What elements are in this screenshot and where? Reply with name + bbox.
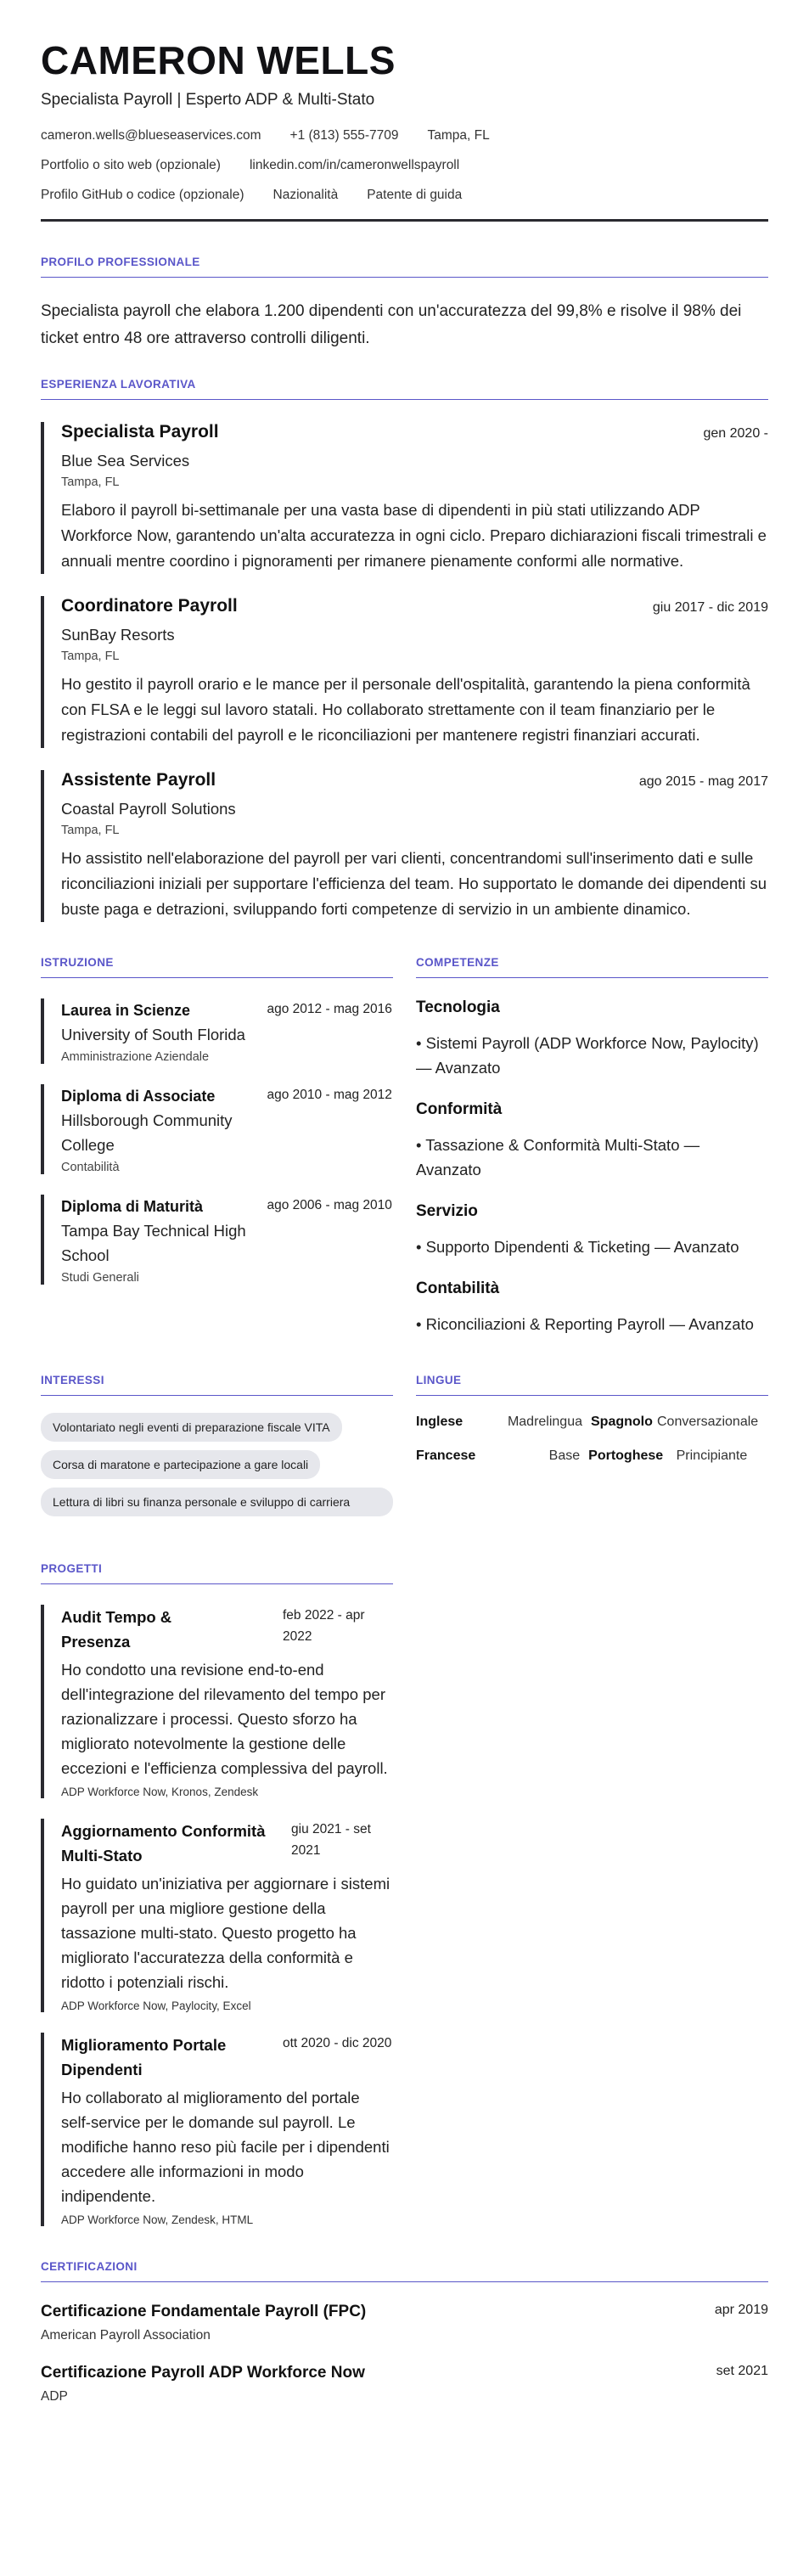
job-date: giu 2017 - dic 2019 (652, 599, 768, 615)
languages-table (416, 1415, 768, 1464)
project-description: Ho condotto una revisione end-to-end dell'integrazione del rilevamento del tempo per razionalizzare i processi. Questo sforzo ha migliorato notevolmente la gestione delle eccezioni e l'efficienza complessiva del payroll. (61, 1660, 388, 1777)
skill-category: Conformità (416, 1100, 503, 1118)
degree-title: Diploma di Maturità (61, 1197, 204, 1215)
job-description: Ho assistito nell'elaborazione del payroll per vari clienti, concentrandomi sull'inserimento dati e sulle riconciliazioni iniziali per supportare l'efficienza del team. Ho supportato le domande dei dipendenti su buste paga e detrazioni, sviluppando forti competenze di servizio in un ambiente dinamico. (61, 848, 767, 918)
degree-title: Diploma di Associate (61, 1087, 216, 1105)
skill-group (416, 1100, 768, 1182)
project-date: ott 2020 - dic 2020 (283, 2035, 392, 2050)
education-heading: ISTRUZIONE (41, 956, 393, 978)
study-field: Contabilità (61, 1160, 120, 1174)
resume-header (41, 39, 768, 222)
certifications-heading: CERTIFICAZIONI (41, 2260, 768, 2282)
project-entry (41, 2033, 393, 2226)
skill-group (416, 998, 768, 1080)
project-title: Miglioramento Portale Dipendenti (61, 2035, 227, 2078)
interests-heading: INTERESSI (41, 1374, 393, 1396)
project-tools: ADP Workforce Now, Kronos, Zendesk (61, 1785, 259, 1798)
skill-item: • Supporto Dipendenti & Ticketing — Avanzato (416, 1237, 739, 1256)
project-entry (41, 1605, 393, 1798)
education-date: ago 2006 - mag 2010 (267, 1197, 392, 1212)
projects-heading: PROGETTI (41, 1562, 393, 1584)
job-location: Tampa, FL (61, 649, 120, 663)
project-description: Ho guidato un'iniziativa per aggiornare i sistemi payroll per una migliore gestione della tassazione multi-stato. Questo progetto ha migliorato l'accuratezza della conformità e ridotto i potenziali rischi. (61, 1874, 390, 1991)
project-date: feb 2022 - apr 2022 (283, 1607, 365, 1644)
summary-heading: PROFILO PROFESSIONALE (41, 256, 768, 278)
contact-website[interactable]: Portfolio o sito web (opzionale) (41, 157, 221, 172)
education-entry (41, 1195, 393, 1285)
education-column (41, 956, 393, 1336)
certification-issuer: ADP (41, 2388, 68, 2404)
skill-group (416, 1202, 768, 1259)
certification-issuer: American Payroll Association (41, 2327, 211, 2343)
skill-item: • Sistemi Payroll (ADP Workforce Now, Paylocity) — Avanzato (416, 1033, 759, 1077)
project-title: Audit Tempo & Presenza (61, 1607, 172, 1651)
school-name: University of South Florida (61, 1025, 245, 1043)
education-date: ago 2012 - mag 2016 (267, 1001, 392, 1016)
job-description: Ho gestito il payroll orario e le mance per il personale dell'ospitalità, garantendo la piena conformità con FLSA e le leggi sul lavoro statali. Ho collaborato strettamente con il team finanziario per le registrazioni contabili del payroll e le riconciliazioni per mantenere registri finanziari accurati. (61, 674, 750, 744)
job-description: Elaboro il payroll bi-settimanale per una vasta base di dipendenti in più stati utilizzando ADP Workforce Now, garantendo un'alta accuratezza in ogni ciclo. Preparo dichiarazioni fiscali trimestrali e annuali mentre coordino i pignoramenti per rimanere pienamente conformi alle normative. (61, 500, 767, 570)
language-name: Spagnolo (591, 1414, 653, 1429)
job-company: SunBay Resorts (61, 625, 175, 644)
language-name: Francese (416, 1448, 476, 1463)
project-title: Aggiornamento Conformità Multi-Stato (61, 1821, 266, 1865)
study-field: Studi Generali (61, 1270, 139, 1285)
skill-group (416, 1280, 768, 1336)
education-skills-row (41, 956, 768, 1336)
contact-license: Patente di guida (367, 187, 463, 202)
project-tools: ADP Workforce Now, Zendesk, HTML (61, 2213, 254, 2226)
language-name: Portoghese (588, 1448, 664, 1463)
interests-languages-row (41, 1374, 768, 1525)
contact-row (41, 188, 768, 203)
certification-title: Certificazione Payroll ADP Workforce Now (41, 2363, 365, 2382)
education-entry (41, 1084, 393, 1174)
language-name: Inglese (416, 1414, 463, 1429)
interest-chip: Lettura di libri su finanza personale e sviluppo di carriera (41, 1488, 393, 1516)
school-name: Hillsborough Community College (61, 1111, 233, 1154)
languages-column (416, 1374, 768, 1525)
language-row (416, 1415, 768, 1430)
job-entry (41, 596, 768, 748)
project-tools: ADP Workforce Now, Paylocity, Excel (61, 1999, 251, 2012)
study-field: Amministrazione Aziendale (61, 1049, 210, 1064)
language-level: Principiante (676, 1448, 748, 1463)
interest-chip: Volontariato negli eventi di preparazione fiscale VITA (41, 1413, 342, 1442)
school-name: Tampa Bay Technical High School (61, 1221, 246, 1264)
contact-info (41, 128, 768, 203)
project-date: giu 2021 - set 2021 (291, 1821, 371, 1858)
skill-category: Tecnologia (416, 998, 500, 1016)
job-location: Tampa, FL (61, 823, 120, 837)
skill-category: Servizio (416, 1201, 478, 1220)
summary-text: Specialista payroll che elabora 1.200 dipendenti con un'accuratezza del 99,8% e risolve il 98% dei ticket entro 48 ore attraverso controlli diligenti. (41, 301, 742, 347)
contact-email[interactable]: cameron.wells@blueseaservices.com (41, 127, 261, 143)
job-location: Tampa, FL (61, 475, 120, 489)
skill-item: • Tassazione & Conformità Multi-Stato — Avanzato (416, 1135, 700, 1178)
job-company: Coastal Payroll Solutions (61, 799, 236, 818)
job-entry (41, 422, 768, 574)
contact-nationality: Nazionalità (272, 187, 339, 202)
language-row (416, 1448, 768, 1464)
certification-date: set 2021 (716, 2363, 768, 2378)
project-description: Ho collaborato al miglioramento del portale self-service per le domande sul payroll. Le modifiche hanno reso più facile per i dipendenti accedere alle informazioni in modo indipendente. (61, 2088, 390, 2205)
skills-column (416, 956, 768, 1336)
header-divider (41, 219, 768, 222)
degree-title: Laurea in Scienze (61, 1001, 191, 1019)
language-level: Madrelingua (507, 1414, 582, 1429)
contact-row (41, 128, 768, 143)
job-date: ago 2015 - mag 2017 (638, 773, 768, 789)
job-date: gen 2020 - (703, 425, 768, 441)
education-date: ago 2010 - mag 2012 (267, 1087, 392, 1102)
contact-linkedin[interactable]: linkedin.com/in/cameronwellspayroll (249, 157, 460, 172)
language-level: Base (548, 1448, 581, 1463)
interests-column (41, 1374, 393, 1525)
certification-entry (41, 2364, 768, 2404)
languages-heading: LINGUE (416, 1374, 768, 1396)
interest-chip: Corsa di maratone e partecipazione a gare locali (41, 1450, 320, 1479)
job-entry (41, 770, 768, 922)
job-company: Blue Sea Services (61, 451, 190, 470)
contact-github[interactable]: Profilo GitHub o codice (opzionale) (41, 187, 244, 202)
certification-title: Certificazione Fondamentale Payroll (FPC) (41, 2302, 367, 2320)
skill-category: Contabilità (416, 1279, 500, 1297)
projects-column (41, 1562, 393, 2226)
certification-date: apr 2019 (714, 2302, 768, 2317)
contact-phone[interactable]: +1 (813) 555-7709 (289, 127, 399, 143)
candidate-name: CAMERON WELLS (41, 38, 396, 82)
project-entry (41, 1819, 393, 2012)
experience-heading: ESPERIENZA LAVORATIVA (41, 378, 768, 400)
language-level: Conversazionale (657, 1414, 759, 1429)
job-title: Specialista Payroll (61, 421, 219, 442)
interest-chips (41, 1413, 393, 1516)
candidate-tagline: Specialista Payroll | Esperto ADP & Multi-Stato (41, 90, 375, 109)
contact-location: Tampa, FL (427, 127, 490, 143)
skill-item: • Riconciliazioni & Reporting Payroll — Avanzato (416, 1314, 754, 1333)
contact-row (41, 158, 768, 173)
certification-entry (41, 2303, 768, 2343)
job-title: Assistente Payroll (61, 769, 216, 790)
skills-heading: COMPETENZE (416, 956, 768, 978)
job-title: Coordinatore Payroll (61, 595, 238, 616)
education-entry (41, 998, 393, 1064)
